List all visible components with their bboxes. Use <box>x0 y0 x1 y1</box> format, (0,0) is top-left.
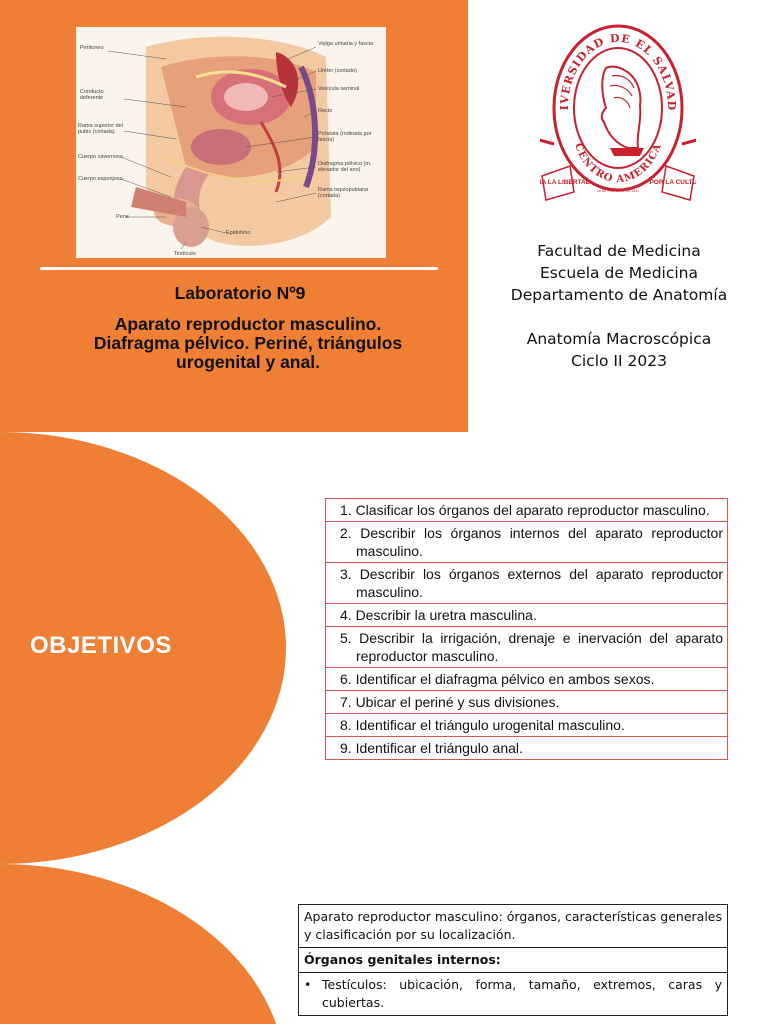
seal-top-text: IVERSIDAD DE EL SALVAD <box>557 31 679 112</box>
objective-item: 9. Identificar el triángulo anal. <box>340 740 523 756</box>
title-panel <box>0 0 468 432</box>
course-line: Anatomía Macroscópica <box>526 330 712 348</box>
lab-title: Laboratorio Nº9 <box>174 283 306 303</box>
objective-item: 3. Describir los órganos externos del aparato reproductor masculino. <box>326 563 727 604</box>
label-prostata: Próstata (rodeada por fascia) <box>318 131 372 143</box>
seal-ribbon-right: POR LA CULTU <box>649 179 696 186</box>
faculty-line: Escuela de Medicina <box>540 264 698 282</box>
list-item-text: Testículos: ubicación, forma, tamaño, extremos, caras y cubiertas. <box>322 977 722 1010</box>
label-testiculo: Testículo <box>174 251 196 257</box>
label-rama-superior: Rama superior del pubis (cortada) <box>78 123 123 135</box>
objectives-table <box>325 498 728 760</box>
label-diafragma: Diafragma pélvico (m. elevador del ano) <box>318 161 372 173</box>
faculty-info <box>470 240 768 372</box>
label-ureter: Uréter (cortado) <box>318 68 357 74</box>
faculty-line: Facultad de Medicina <box>537 242 701 260</box>
label-vejiga: Vejiga urinaria y fascia <box>318 41 374 47</box>
label-rama-isquiopubiana: Rama isquiopubiana (cortada) <box>318 187 369 199</box>
lab-subtitle-line: urogenital y anal. <box>176 352 320 372</box>
svg-text:UNIVERSIDAD DE EL SALVADOR <box>540 16 678 111</box>
content-intro: Aparato reproductor masculino: órganos, características generales y clasificación por su localización. <box>304 909 722 942</box>
objective-item: 7. Ubicar el periné y sus divisiones. <box>326 691 727 714</box>
objective-item: 6. Identificar el diafragma pélvico en ambos sexos. <box>326 668 727 691</box>
content-slide <box>0 864 768 1024</box>
course-line: Ciclo II 2023 <box>571 352 667 370</box>
content-table <box>298 904 728 1016</box>
faculty-line: Departamento de Anatomía <box>510 286 728 304</box>
seal-ribbon-left: IA LA LIBERTAD <box>540 179 591 186</box>
content-panel <box>0 864 286 1024</box>
objective-item: 2. Describir los órganos internos del aparato reproductor masculino. <box>326 522 727 563</box>
seal-ribbon-center: 16 DE FEBRERO DE 1841 <box>596 189 640 193</box>
lab-subtitle-line: Aparato reproductor masculino. <box>114 314 382 334</box>
lab-subtitle <box>68 315 428 372</box>
list-item <box>304 976 722 1012</box>
title-slide <box>0 0 768 432</box>
objectives-heading: OBJETIVOS <box>30 632 172 659</box>
objective-item: 1. Clasificar los órganos del aparato reproductor masculino. <box>326 499 727 522</box>
seal-bottom-text: CENTRO AMERICA <box>572 141 664 186</box>
label-cuerpo-cavernoso: Cuerpo cavernoso <box>78 154 123 160</box>
objective-item: 8. Identificar el triángulo urogenital masculino. <box>326 714 727 737</box>
label-peritoneo: Peritoneo <box>80 45 104 51</box>
anatomy-illustration <box>76 27 386 258</box>
bullet-icon: • <box>304 977 312 992</box>
objective-item: 5. Describir la irrigación, drenaje e inervación del aparato reproductor masculino. <box>326 627 727 668</box>
lab-subtitle-line: Diafragma pélvico. Periné, triángulos <box>93 333 403 353</box>
divider-line <box>40 267 438 270</box>
section-heading: Órganos genitales internos: <box>299 947 727 972</box>
label-cuerpo-esponjoso: Cuerpo esponjoso <box>78 176 123 182</box>
label-recto: Recto <box>318 108 333 114</box>
label-conducto-deferente: Conducto deferente <box>80 89 104 101</box>
bullet-list <box>299 972 727 1015</box>
label-epididimo: Epidídimo <box>226 230 251 236</box>
objective-item: 4. Describir la uretra masculina. <box>326 604 727 627</box>
label-vesicula: Vesícula seminal <box>318 86 360 92</box>
label-pene: Pene <box>116 214 129 220</box>
university-seal <box>540 16 696 208</box>
